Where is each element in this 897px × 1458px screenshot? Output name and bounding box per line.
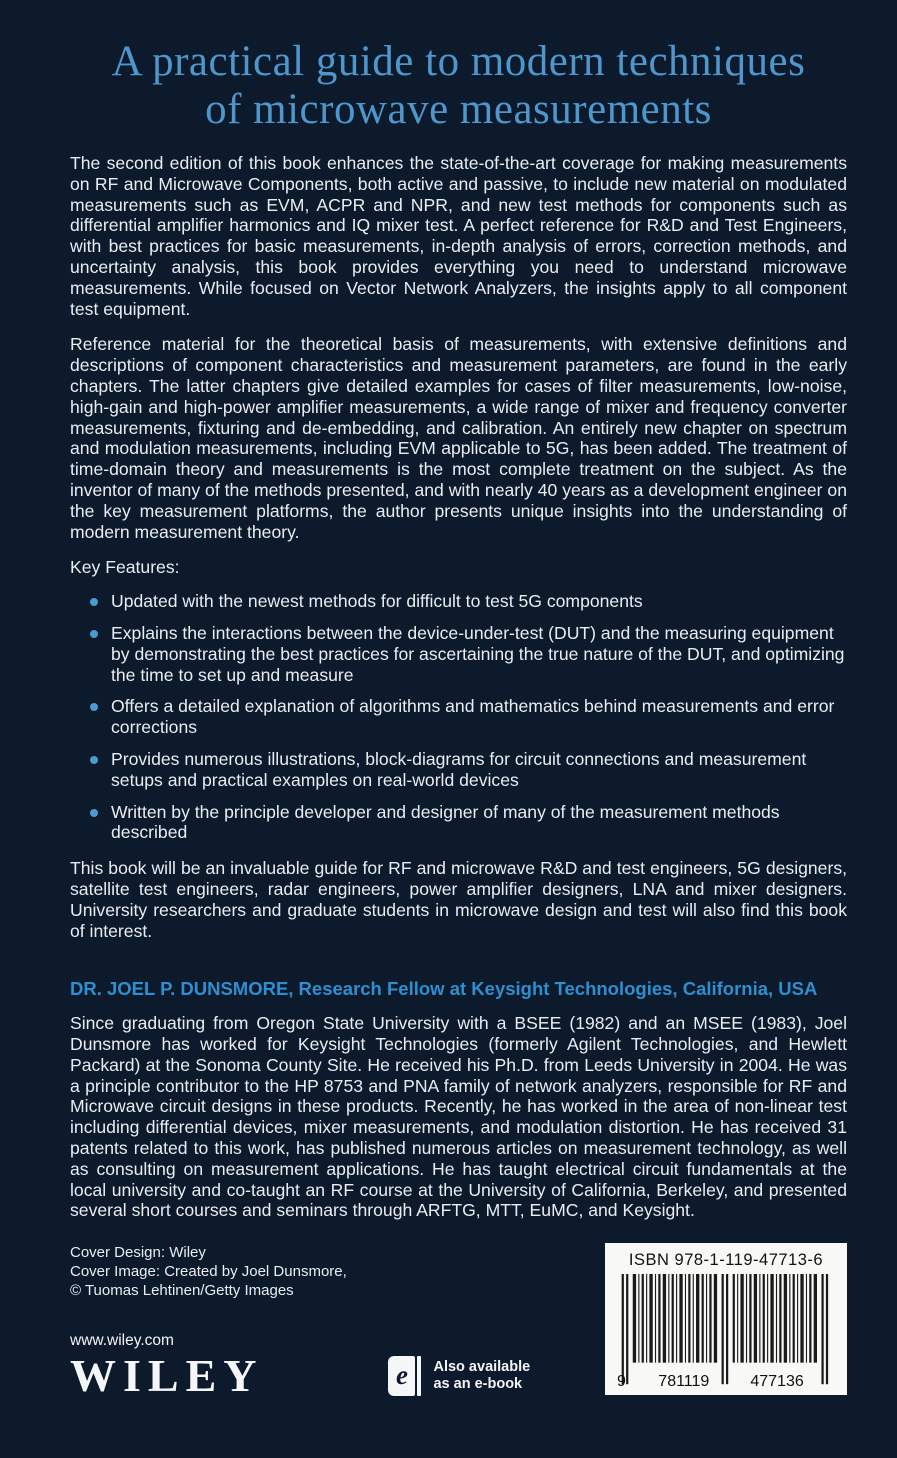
key-features-heading: Key Features: [70,557,180,578]
ebook-availability-text [433,1359,530,1393]
bullet-icon [90,703,98,711]
barcode-digit-group2: 477136 [750,1373,804,1391]
intro-paragraph: The second edition of this book enhances the state-of-the-art coverage for making measurements on RF and Microwave Components, both active and passive, to include new material on modulated measurements such as EVM, ACPR and NPR, and new test methods for components such as differential amplifier harmonics and IQ mixer test. A perfect reference for R&D and Test Engineers, with best practices for basic measurements, in-depth analysis of errors, correction methods, and uncertainty analysis, this book provides everything you need to understand microwave measurements. While focused on Vector Network Analyzers, the insights apply to all component test equipment. [70,153,847,319]
barcode-digit-group1: 781119 [658,1373,710,1391]
ebook-text-line-2: as an e-book [433,1376,523,1393]
ebook-icon-spine [417,1356,421,1396]
bullet-icon [90,598,98,606]
list-item [90,591,847,612]
barcode-bars-graphic [615,1274,837,1389]
title-line-2: of microwave measurements [205,86,712,133]
author-bio-paragraph: Since graduating from Oregon State University with a BSEE (1982) and an MSEE (1983), Joel Dunsmore has worked for Keysight Technologies (formerly Agilent Technologies, and Hewlett Packard) at the Sonoma County Site. He received his Ph.D. from Leeds University in 2004. He was a principle contributor to the HP 8753 and PNA family of network analyzers, responsible for RF and Microwave circuit designs in these products. Recently, he has worked in the area of non-linear test including differential devices, mixer measurements, and modulation distortion. He has received 31 patents related to this work, has published numerous articles on measurement technology, as well as consulting on measurement applications. He has taught electrical circuit fundamentals at the local university and co-taught an RF course at the University of California, Berkeley, and presented several short courses and seminars through ARFTG, MTT, EuMC, and Keysight. [70,1013,847,1221]
ebook-badge [388,1356,530,1396]
list-item [90,623,847,685]
list-item [90,802,847,844]
bullet-icon [90,809,98,817]
isbn-barcode [605,1243,847,1395]
brand-row [70,1350,531,1402]
barcode-digits [615,1373,837,1391]
audience-paragraph: This book will be an invaluable guide for RF and microwave R&D and test engineers, 5G designers, satellite test engineers, radar engineers, power amplifier designers, LNA and mixer designers. University researchers and graduate students in microwave design and test will also find this book of interest. [70,858,847,941]
bullet-icon [90,630,98,638]
credit-line-copyright: © Tuomas Lehtinen/Getty Images [70,1282,294,1300]
barcode-bars [615,1274,837,1389]
reference-paragraph: Reference material for the theoretical basis of measurements, with extensive definitions and descriptions of component characteristics and measurement parameters, are found in the early chapters. The latter chapters give detailed examples for cases of filter measurements, low-noise, high-gain and high-power amplifier measurements, a wide range of mixer and frequency converter measurements, fixturing and de-embedding, and calibration. An entirely new chapter on spectrum and modulation measurements, including EVM applicable to 5G, has been added. The treatment of time-domain theory and measurements is the most complete treatment on the subject. As the inventor of many of the methods presented, and with nearly 40 years as a development engineer on the key measurement platforms, the author presents unique insights into the understanding of modern measurement theory. [70,334,847,542]
page-title [70,0,847,134]
feature-text: Offers a detailed explanation of algorithms and mathematics behind measurements and error corrections [111,696,835,738]
publisher-website: www.wiley.com [70,1332,174,1350]
feature-text: Provides numerous illustrations, block-diagrams for circuit connections and measurement setups and practical examples on real-world devices [111,748,807,790]
list-item [90,696,847,738]
feature-text: Updated with the newest methods for difficult to test 5G components [111,591,643,612]
key-features-list [70,591,847,843]
wiley-logo: WILEY [70,1350,264,1402]
barcode-digit-left: 9 [617,1373,626,1391]
ebook-text-line-1: Also available [433,1359,531,1376]
author-heading: DR. JOEL P. DUNSMORE, Research Fellow at Keysight Technologies, California, USA [70,978,818,1000]
ebook-icon [388,1356,421,1396]
feature-text: Explains the interactions between the device-under-test (DUT) and the measuring equipment by demonstrating the best practices for ascertaining the true nature of the DUT, and optimizing the time to set up and measure [111,622,845,685]
isbn-number: ISBN 978-1-119-47713-6 [628,1251,824,1270]
title-line-1: A practical guide to modern techniques [111,38,806,85]
bullet-icon [90,756,98,764]
list-item [90,749,847,791]
feature-text: Written by the principle developer and designer of many of the measurement methods described [111,801,780,843]
credit-line-design: Cover Design: Wiley [70,1244,206,1262]
credit-line-image: Cover Image: Created by Joel Dunsmore, [70,1263,347,1281]
cover-footer [70,1243,847,1458]
ebook-icon-letter: e [388,1356,415,1396]
